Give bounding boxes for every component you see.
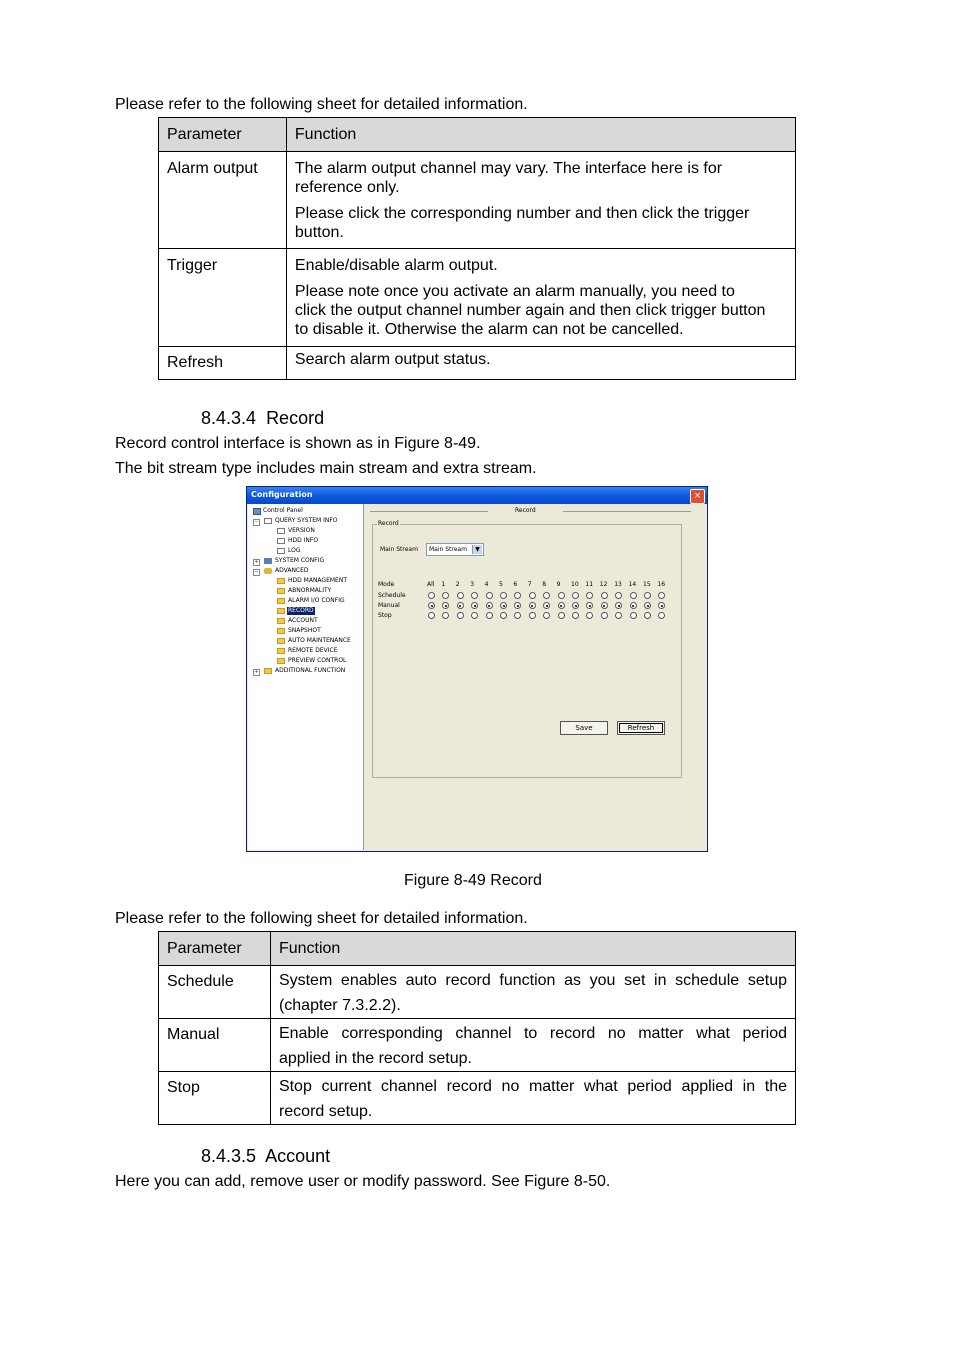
tree-item-query[interactable]: QUERY SYSTEM INFO bbox=[275, 517, 338, 524]
tree-item-abnormality[interactable]: ABNORMALITY bbox=[288, 587, 332, 594]
expand-icon[interactable]: + bbox=[254, 669, 259, 675]
table-header-parameter: Parameter bbox=[159, 118, 287, 152]
tree-item-account[interactable]: ACCOUNT bbox=[288, 617, 318, 624]
figure-caption: Figure 8-49 Record bbox=[404, 872, 542, 889]
intro-text: Please refer to the following sheet for detailed information. bbox=[115, 96, 528, 113]
channel-header: 1 bbox=[441, 581, 446, 588]
radio-stop[interactable] bbox=[601, 612, 608, 619]
tree-item-log[interactable]: LOG bbox=[288, 547, 301, 554]
radio-schedule[interactable] bbox=[500, 592, 507, 599]
tree-item-hdd-management[interactable]: HDD MANAGEMENT bbox=[288, 577, 347, 584]
channel-header: 13 bbox=[614, 581, 622, 588]
query-icon bbox=[264, 518, 272, 524]
row-label-schedule: Schedule bbox=[378, 592, 406, 599]
radio-stop[interactable] bbox=[500, 612, 507, 619]
paragraph: Here you can add, remove user or modify password. See Figure 8-50. bbox=[115, 1173, 611, 1190]
panel-title: Record bbox=[515, 507, 536, 514]
radio-schedule[interactable] bbox=[457, 592, 464, 599]
radio-schedule[interactable] bbox=[630, 592, 637, 599]
doc-icon bbox=[277, 548, 285, 554]
chevron-down-icon: ▼ bbox=[472, 545, 482, 554]
radio-schedule[interactable] bbox=[572, 592, 579, 599]
table-header-function: Function bbox=[286, 118, 795, 152]
radio-schedule[interactable] bbox=[558, 592, 565, 599]
save-button[interactable]: Save bbox=[560, 721, 608, 735]
folder-icon bbox=[277, 608, 285, 614]
folder-icon bbox=[277, 638, 285, 644]
param-cell: Trigger bbox=[159, 249, 287, 347]
expand-icon[interactable]: + bbox=[254, 559, 259, 565]
radio-manual[interactable] bbox=[572, 602, 579, 609]
radio-manual[interactable] bbox=[529, 602, 536, 609]
radio-stop[interactable] bbox=[644, 612, 651, 619]
tree-item-advanced[interactable]: ADVANCED bbox=[275, 567, 309, 574]
stream-select-value: Main Stream bbox=[429, 546, 467, 553]
radio-manual[interactable] bbox=[500, 602, 507, 609]
tree-item-alarm-io-config[interactable]: ALARM I/O CONFIG bbox=[288, 597, 345, 604]
param-cell: Manual bbox=[159, 1019, 271, 1072]
param-cell: Stop bbox=[159, 1072, 271, 1125]
tree-item-system-config[interactable]: SYSTEM CONFIG bbox=[275, 557, 325, 564]
radio-manual[interactable] bbox=[630, 602, 637, 609]
radio-stop[interactable] bbox=[428, 612, 435, 619]
paragraph: Record control interface is shown as in Figure 8-49. bbox=[115, 435, 481, 452]
collapse-icon[interactable]: − bbox=[254, 569, 259, 575]
table-row bbox=[159, 152, 796, 249]
function-cell: The alarm output channel may vary. The interface here is for reference only. Please click the corresponding number and then click the trigger button. bbox=[286, 152, 795, 249]
channel-header: 8 bbox=[542, 581, 547, 588]
table-row bbox=[159, 966, 796, 1019]
radio-stop[interactable] bbox=[529, 612, 536, 619]
radio-manual[interactable] bbox=[428, 602, 435, 609]
folder-icon bbox=[277, 588, 285, 594]
table-header-parameter: Parameter bbox=[159, 932, 271, 966]
tree-item-preview-control[interactable]: PREVIEW CONTROL bbox=[288, 657, 347, 664]
radio-schedule[interactable] bbox=[644, 592, 651, 599]
section-heading-account: 8.4.3.5 Account bbox=[201, 1146, 331, 1166]
radio-stop[interactable] bbox=[486, 612, 493, 619]
row-label-manual: Manual bbox=[378, 602, 400, 609]
folder-icon bbox=[277, 628, 285, 634]
param-cell: Alarm output bbox=[159, 152, 287, 249]
folder-icon bbox=[277, 598, 285, 604]
channel-header: 3 bbox=[470, 581, 475, 588]
param-cell: Refresh bbox=[159, 347, 287, 380]
tree-item-auto-maintenance[interactable]: AUTO MAINTENANCE bbox=[288, 637, 351, 644]
table-header-function: Function bbox=[270, 932, 795, 966]
radio-stop[interactable] bbox=[572, 612, 579, 619]
alarm-parameter-table bbox=[158, 117, 796, 380]
function-cell: Search alarm output status. bbox=[286, 347, 795, 380]
radio-schedule[interactable] bbox=[529, 592, 536, 599]
section-heading-record: 8.4.3.4 Record bbox=[201, 408, 325, 428]
radio-schedule[interactable] bbox=[428, 592, 435, 599]
doc-icon bbox=[277, 528, 285, 534]
control-panel-icon bbox=[253, 508, 261, 515]
channel-header: All bbox=[427, 581, 435, 588]
folder-icon bbox=[277, 658, 285, 664]
channel-header: 6 bbox=[513, 581, 518, 588]
tree-item-additional-function[interactable]: ADDITIONAL FUNCTION bbox=[275, 667, 346, 674]
function-cell: Stop current channel record no matter what period applied in the record setup. bbox=[270, 1072, 795, 1125]
table-row bbox=[159, 249, 796, 347]
tree-item-snapshot[interactable]: SNAPSHOT bbox=[288, 627, 321, 634]
stream-select[interactable] bbox=[426, 543, 484, 556]
channel-header: 7 bbox=[527, 581, 532, 588]
record-parameter-table bbox=[158, 931, 796, 1125]
channel-header: 11 bbox=[585, 581, 594, 588]
folder-icon bbox=[277, 578, 285, 584]
tree-item-record-selected[interactable]: RECORD bbox=[288, 607, 314, 614]
radio-manual[interactable] bbox=[644, 602, 651, 609]
tree-root[interactable]: Control Panel bbox=[263, 507, 303, 514]
tree-item-version[interactable]: VERSION bbox=[288, 527, 315, 534]
folder-icon bbox=[264, 668, 272, 674]
row-label-stop: Stop bbox=[378, 612, 392, 619]
tree-item-remote-device[interactable]: REMOTE DEVICE bbox=[288, 647, 338, 654]
system-config-icon bbox=[264, 558, 272, 564]
param-cell: Schedule bbox=[159, 966, 271, 1019]
table-row bbox=[159, 1072, 796, 1125]
group-title: Record bbox=[378, 520, 399, 527]
channel-header: 9 bbox=[556, 581, 561, 588]
function-cell: Enable/disable alarm output. Please note once you activate an alarm manually, you need to click the output channel number again and then click trigger button to disable it. Otherwise the alarm can not be cancelled. bbox=[286, 249, 795, 347]
close-button[interactable]: × bbox=[690, 489, 705, 504]
radio-schedule[interactable] bbox=[601, 592, 608, 599]
channel-header: 2 bbox=[455, 581, 460, 588]
radio-stop[interactable] bbox=[558, 612, 565, 619]
record-panel bbox=[364, 504, 707, 850]
radio-manual[interactable] bbox=[601, 602, 608, 609]
divider bbox=[370, 511, 488, 512]
mode-label: Mode bbox=[378, 581, 395, 588]
folder-icon bbox=[277, 618, 285, 624]
record-config-window bbox=[246, 486, 708, 852]
channel-header: 10 bbox=[571, 581, 579, 588]
radio-schedule[interactable] bbox=[486, 592, 493, 599]
window-titlebar bbox=[247, 487, 707, 504]
advanced-icon bbox=[264, 568, 272, 574]
channel-header: 4 bbox=[484, 581, 489, 588]
radio-stop[interactable] bbox=[457, 612, 464, 619]
collapse-icon[interactable]: − bbox=[254, 519, 259, 525]
function-cell: System enables auto record function as you set in schedule setup (chapter 7.3.2.2). bbox=[270, 966, 795, 1019]
tree-item-hdd-info[interactable]: HDD INFO bbox=[288, 537, 319, 544]
radio-manual[interactable] bbox=[457, 602, 464, 609]
intro-text: Please refer to the following sheet for detailed information. bbox=[115, 910, 528, 927]
paragraph: The bit stream type includes main stream and extra stream. bbox=[115, 460, 537, 477]
window-title: Configuration bbox=[251, 490, 313, 499]
divider bbox=[563, 511, 691, 512]
table-row bbox=[159, 1019, 796, 1072]
refresh-button[interactable]: Refresh bbox=[617, 721, 665, 735]
radio-manual[interactable] bbox=[486, 602, 493, 609]
radio-stop[interactable] bbox=[630, 612, 637, 619]
channel-header: 15 bbox=[643, 581, 651, 588]
stream-label: Main Stream bbox=[380, 546, 418, 553]
table-row bbox=[159, 347, 796, 380]
radio-manual[interactable] bbox=[558, 602, 565, 609]
folder-icon bbox=[277, 648, 285, 654]
channel-header: 14 bbox=[628, 581, 637, 588]
channel-header: 16 bbox=[657, 581, 666, 588]
channel-header: 5 bbox=[499, 581, 503, 588]
function-cell: Enable corresponding channel to record no matter what period applied in the record setup. bbox=[270, 1019, 795, 1072]
doc-icon bbox=[277, 538, 285, 544]
channel-header: 12 bbox=[599, 581, 608, 588]
config-tree bbox=[248, 504, 364, 850]
record-groupbox bbox=[372, 524, 682, 778]
